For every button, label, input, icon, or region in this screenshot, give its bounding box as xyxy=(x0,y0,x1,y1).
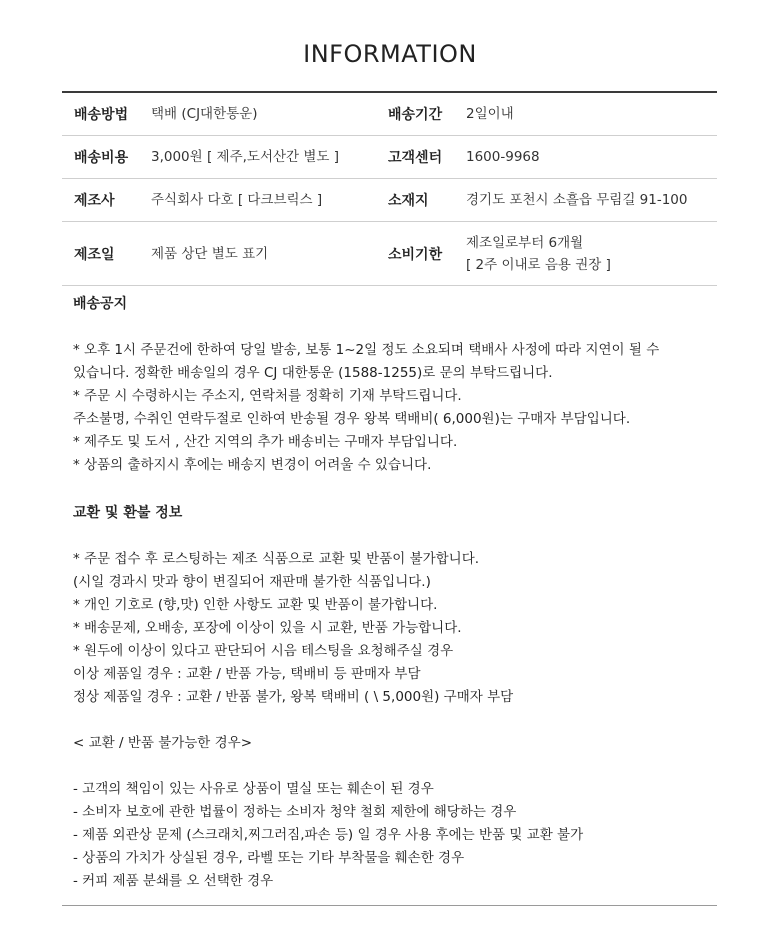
shipping-notice-title: 배송공지 xyxy=(73,296,128,312)
shipping-notice-line: * 주문 시 수령하시는 주소지, 연락처를 정확히 기재 부탁드립니다. xyxy=(73,388,462,404)
label-shipping-method: 배송방법 xyxy=(74,107,129,123)
label-location: 소재지 xyxy=(388,193,429,209)
refund-info-line: * 주문 접수 후 로스팅하는 제조 식품으로 교환 및 반품이 불가합니다. xyxy=(73,551,480,567)
product-info-table xyxy=(62,91,717,286)
refund-info-line: (시일 경과시 맛과 향이 변질되어 재판매 불가한 식품입니다.) xyxy=(73,574,431,590)
value-shipping-method: 택배 (CJ대한통운) xyxy=(151,106,258,122)
refund-info-line: * 배송문제, 오배송, 포장에 이상이 있을 시 교환, 반품 가능합니다. xyxy=(73,620,462,636)
value-expiry-line-1: 제조일로부터 6개월 xyxy=(466,234,584,251)
table-row xyxy=(62,222,717,286)
shipping-notice-line: 주소불명, 수취인 연락두절로 인하여 반송될 경우 왕복 택배비( 6,000원)는 구매자 부담입니다. xyxy=(73,411,631,427)
refund-info-line: 이상 제품일 경우 : 교환 / 반품 가능, 택배비 등 판매자 부담 xyxy=(73,666,421,682)
not-allowed-line: - 제품 외관상 문제 (스크래치,찌그러짐,파손 등) 일 경우 사용 후에는 반품 및 교환 불가 xyxy=(73,827,584,843)
label-customer-center: 고객센터 xyxy=(388,150,443,166)
label-shipping-period: 배송기간 xyxy=(388,107,443,123)
value-shipping-cost: 3,000원 [ 제주,도서산간 별도 ] xyxy=(151,149,340,165)
label-manufacture-date: 제조일 xyxy=(74,246,115,263)
label-manufacturer: 제조사 xyxy=(74,193,115,209)
table-row xyxy=(62,179,717,222)
bottom-divider xyxy=(62,905,717,906)
not-allowed-line: - 커피 제품 분쇄를 오 선택한 경우 xyxy=(73,873,274,889)
refund-info-section xyxy=(73,502,713,893)
table-row xyxy=(62,93,717,136)
value-expiry-line-2: [ 2주 이내로 음용 권장 ] xyxy=(466,256,611,273)
value-expiry xyxy=(466,222,717,285)
value-location: 경기도 포천시 소흘읍 무림길 91-100 xyxy=(466,192,688,208)
value-shipping-period: 2일이내 xyxy=(466,106,514,122)
shipping-notice-line: * 제주도 및 도서 , 산간 지역의 추가 배송비는 구매자 부담입니다. xyxy=(73,434,458,450)
shipping-notice-line: * 상품의 출하지시 후에는 배송지 변경이 어려울 수 있습니다. xyxy=(73,457,432,473)
value-manufacture-date: 제품 상단 별도 표기 xyxy=(151,245,269,262)
refund-info-title: 교환 및 환불 정보 xyxy=(73,505,183,521)
table-row xyxy=(62,136,717,179)
shipping-notice-line: * 오후 1시 주문건에 한하여 당일 발송, 보통 1~2일 정도 소요되며 택배사 사정에 따라 지연이 될 수 xyxy=(73,342,660,358)
refund-info-line: 정상 제품일 경우 : 교환 / 반품 불가, 왕복 택배비 ( \ 5,000원) 구매자 부담 xyxy=(73,689,514,705)
shipping-notice-section xyxy=(73,293,713,477)
not-allowed-line: - 소비자 보호에 관한 법률이 정하는 소비자 청약 철회 제한에 해당하는 경우 xyxy=(73,804,517,820)
page-title: INFORMATION xyxy=(303,40,477,68)
value-manufacturer: 주식회사 다호 [ 다크브릭스 ] xyxy=(151,192,323,208)
not-allowed-line: - 상품의 가치가 상실된 경우, 라벨 또는 기타 부착물을 훼손한 경우 xyxy=(73,850,465,866)
refund-info-line: * 개인 기호로 (향,맛) 인한 사항도 교환 및 반품이 불가합니다. xyxy=(73,597,438,613)
value-customer-center: 1600-9968 xyxy=(466,149,540,165)
label-expiry: 소비기한 xyxy=(388,246,443,263)
refund-info-line: * 원두에 이상이 있다고 판단되어 시음 테스팅을 요청해주실 경우 xyxy=(73,643,454,659)
shipping-notice-line: 있습니다. 정확한 배송일의 경우 CJ 대한통운 (1588-1255)로 문의 부탁드립니다. xyxy=(73,365,553,381)
not-allowed-title: < 교환 / 반품 불가능한 경우> xyxy=(73,735,253,751)
label-shipping-cost: 배송비용 xyxy=(74,150,129,166)
not-allowed-line: - 고객의 책임이 있는 사유로 상품이 멸실 또는 훼손이 된 경우 xyxy=(73,781,434,797)
